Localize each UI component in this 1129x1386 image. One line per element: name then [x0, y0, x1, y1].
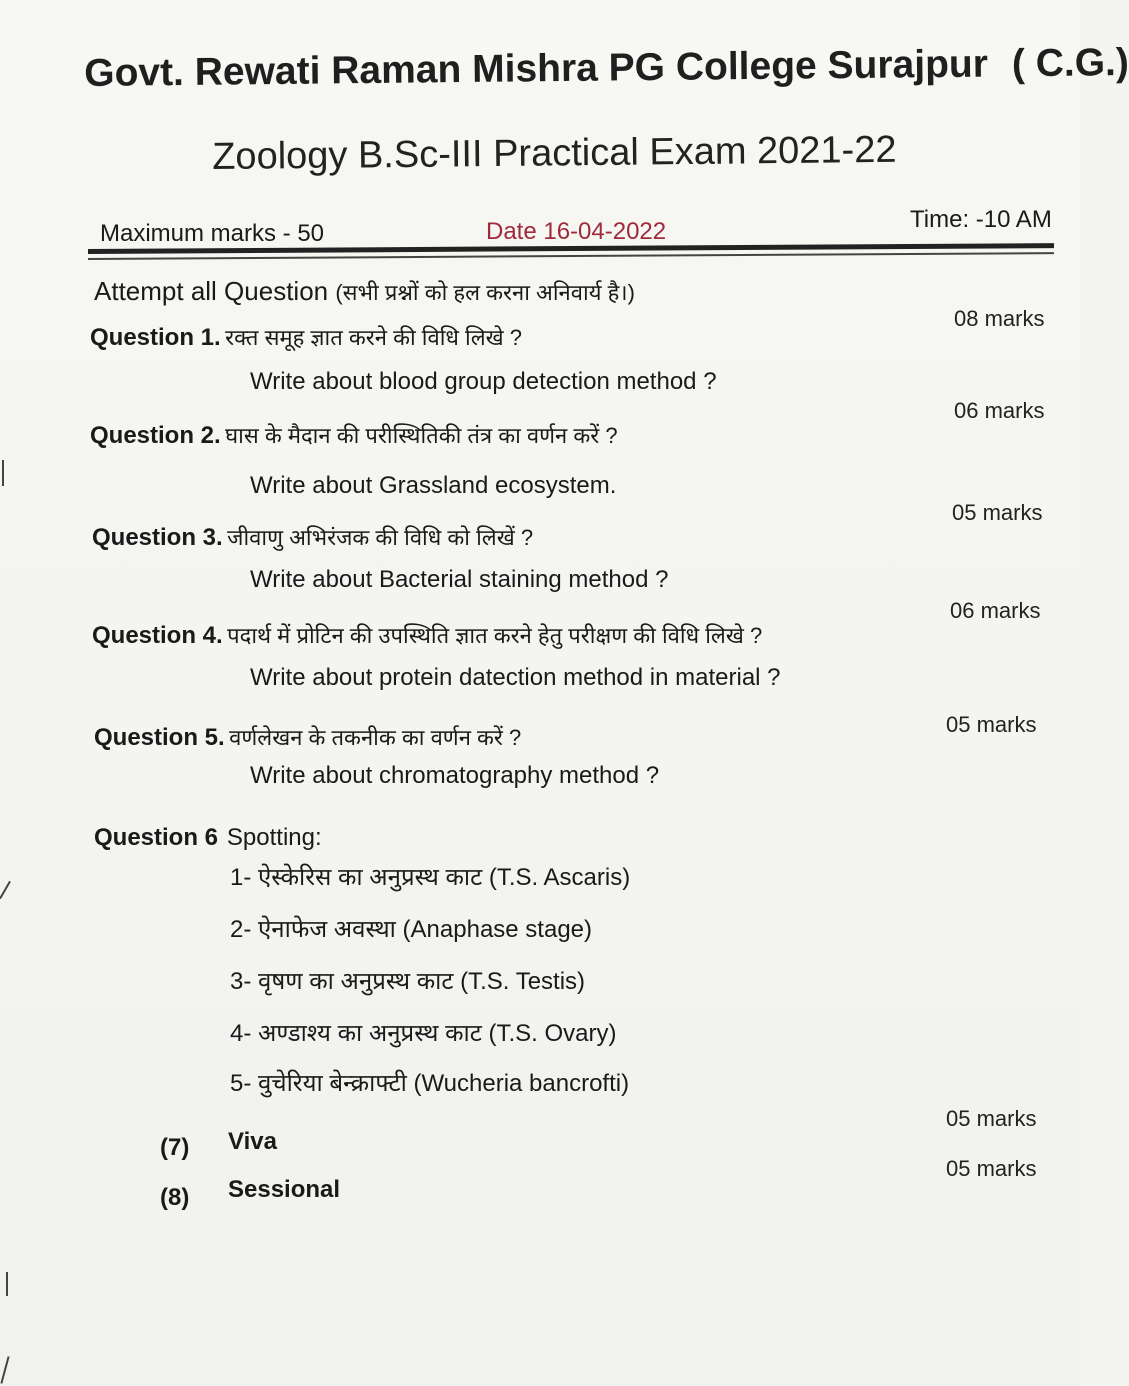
- spotting-item: 2- ऐनाफेज अवस्था (Anaphase stage): [230, 916, 593, 943]
- question-english: Write about blood group detection method ?: [250, 368, 717, 395]
- instruction: [94, 276, 635, 307]
- question-english: Write about Grassland ecosystem.: [250, 472, 617, 499]
- sessional-marks: 05 marks: [946, 1156, 1037, 1181]
- question-label: Question 2.: [90, 422, 221, 449]
- question-4: [92, 620, 762, 650]
- college-name: [84, 41, 1129, 96]
- instruction-hi: (सभी प्रश्नों को हल करना अनिवार्य है।): [335, 280, 635, 305]
- spotting-item: 5- वुचेरिया बेन्क्राफ्टी (Wucheria bancrofti): [230, 1070, 630, 1097]
- spotting-item: 1- ऐस्केरिस का अनुप्रस्थ काट (T.S. Ascaris): [230, 864, 631, 891]
- question-hindi: जीवाणु अभिरंजक की विधि को लिखें ?: [227, 525, 534, 550]
- exam-date: Date 16-04-2022: [486, 218, 667, 245]
- sessional-label: Sessional: [228, 1176, 341, 1203]
- paper-edge-mark: [2, 460, 4, 486]
- exam-title: Zoology B.Sc-III Practical Exam 2021-22: [212, 128, 897, 178]
- question-label: Question 5.: [94, 724, 225, 751]
- question-3: [92, 522, 533, 552]
- viva-label: Viva: [228, 1128, 277, 1155]
- exam-time: Time: -10 AM: [910, 206, 1052, 233]
- state-code: ( C.G.): [1011, 41, 1129, 86]
- question-2: [90, 420, 618, 450]
- question-6: [94, 824, 322, 852]
- question-5: [94, 722, 521, 752]
- question-marks: 05 marks: [946, 712, 1037, 737]
- question-label: Question 3.: [92, 524, 223, 551]
- spotting-item: 4- अण्डाश्य का अनुप्रस्थ काट (T.S. Ovary): [230, 1020, 617, 1047]
- max-marks: Maximum marks - 50: [100, 220, 325, 247]
- college-title: Govt. Rewati Raman Mishra PG College Surajpur: [84, 42, 989, 95]
- question-label: Question 4.: [92, 622, 223, 649]
- item-number: (7): [160, 1134, 190, 1161]
- question-english: Write about chromatography method ?: [250, 762, 660, 789]
- header-divider-thin: [88, 252, 1054, 260]
- question-hindi: पदार्थ में प्रोटिन की उपस्थिति ज्ञात करने हेतु परीक्षण की विधि लिखे ?: [227, 623, 763, 648]
- question-marks: 05 marks: [952, 500, 1043, 525]
- question-hindi: घास के मैदान की परीस्थितिकी तंत्र का वर्णन करें ?: [225, 423, 618, 448]
- question-english: Write about protein datection method in material ?: [250, 664, 781, 691]
- question-english: Write about Bacterial staining method ?: [250, 566, 669, 593]
- question-hindi: वर्णलेखन के तकनीक का वर्णन करें ?: [229, 725, 522, 750]
- instruction-en: Attempt all Question: [94, 276, 329, 306]
- paper-edge-mark: [0, 1356, 9, 1384]
- question-marks: 08 marks: [954, 306, 1045, 331]
- question-marks: 06 marks: [950, 598, 1041, 623]
- question-marks: 06 marks: [954, 398, 1045, 423]
- spotting-title: Spotting:: [226, 824, 322, 851]
- question-hindi: रक्त समूह ज्ञात करने की विधि लिखे ?: [225, 325, 523, 350]
- question-1: [90, 322, 522, 352]
- question-label: Question 1.: [90, 324, 221, 351]
- spotting-item: 3- वृषण का अनुप्रस्थ काट (T.S. Testis): [230, 968, 586, 995]
- item-number: (8): [160, 1184, 190, 1211]
- paper-edge-mark: [6, 1272, 8, 1296]
- viva-marks: 05 marks: [946, 1106, 1037, 1131]
- paper-edge-mark: [0, 881, 11, 899]
- question-label: Question 6: [94, 824, 219, 851]
